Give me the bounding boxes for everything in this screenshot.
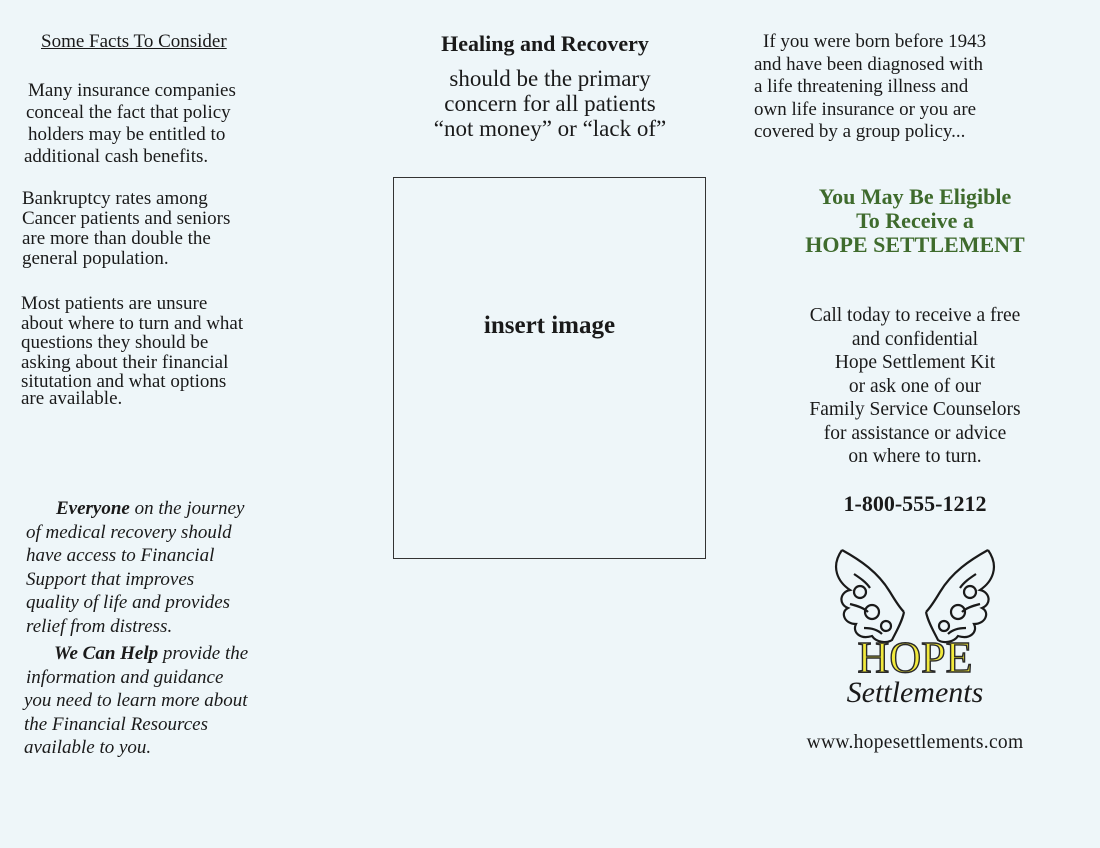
fact-paragraph-patients [21,294,341,408]
text-line: “not money” or “lack of” [433,116,667,141]
text-line: available to you. [24,737,152,758]
text-line: holders may be entitled to [28,124,226,145]
text-line: on where to turn. [848,446,982,467]
text-line: about where to turn and what [21,312,244,334]
text-line: Family Service Counselors [809,399,1021,420]
fact-paragraph-insurance [24,80,344,168]
text-line: are more than double the [22,228,211,249]
text-line: asking about their financial [21,351,229,373]
text-line: Cancer patients and seniors [22,208,231,229]
wings-icon [836,550,994,642]
text-line: Many insurance companies [28,80,236,101]
text-line: Hope Settlement Kit [834,352,996,373]
text-line: Bankruptcy rates among [22,188,208,209]
text-line: conceal the fact that policy [26,102,231,123]
hope-settlements-logo [820,542,1010,712]
text-line: should be the primary [449,66,651,91]
text-line: the Financial Resources [24,713,208,735]
healing-subtext [390,66,710,141]
text-line: HOPE SETTLEMENT [805,232,1025,257]
healing-heading: Healing and Recovery [441,31,649,56]
emphasis-we-can-help: We Can Help [54,643,159,664]
call-to-action [750,304,1080,469]
image-placeholder [393,177,706,559]
facts-heading: Some Facts To Consider [41,31,227,52]
text-line: own life insurance or you are [754,98,977,120]
text-line: or ask one of our [848,375,982,397]
text-line: of medical recovery should [26,521,232,543]
text-line: have access to Financial [26,545,215,566]
text-line: general population. [22,248,169,269]
website-link[interactable]: www.hopesettlements.com [806,732,1024,753]
fact-paragraph-bankruptcy [22,189,342,269]
text-line: you need to learn more about [24,690,248,711]
text-line: for assistance or advice [823,422,1007,444]
text-line: situtation and what options [21,371,227,392]
text-line: concern for all patients [444,91,656,116]
text-line: covered by a group policy... [754,121,966,142]
text-line: on the journey [129,498,245,519]
text-line: and have been diagnosed with [754,53,983,75]
text-line: Support that improves [26,568,195,590]
logo-hope-word: HOPE [857,633,973,682]
text-line: relief from distress. [26,615,173,637]
text-line: information and guidance [26,666,224,688]
everyone-paragraph [26,497,346,638]
text-line: questions they should be [21,332,209,353]
text-line: If you were born before 1943 [763,31,987,52]
text-line: and confidential [851,328,979,350]
text-line: additional cash benefits. [24,146,209,167]
text-line: Most patients are unsure [21,293,208,314]
we-can-help-paragraph [24,642,354,760]
logo-script-word: Settlements [846,676,984,709]
text-line: Call today to receive a free [809,305,1021,326]
text-line: You May Be Eligible [818,184,1012,209]
eligibility-intro [754,31,1084,144]
text-line: a life threatening illness and [754,76,969,97]
text-line: To Receive a [856,208,974,233]
image-placeholder-label: insert image [483,312,616,339]
emphasis-everyone: Everyone [56,498,130,519]
text-line: quality of life and provides [26,592,231,613]
eligible-headline [750,185,1080,257]
text-line: are available. [21,387,123,409]
phone-number[interactable]: 1-800-555-1212 [843,491,987,516]
text-line: provide the [158,643,249,664]
